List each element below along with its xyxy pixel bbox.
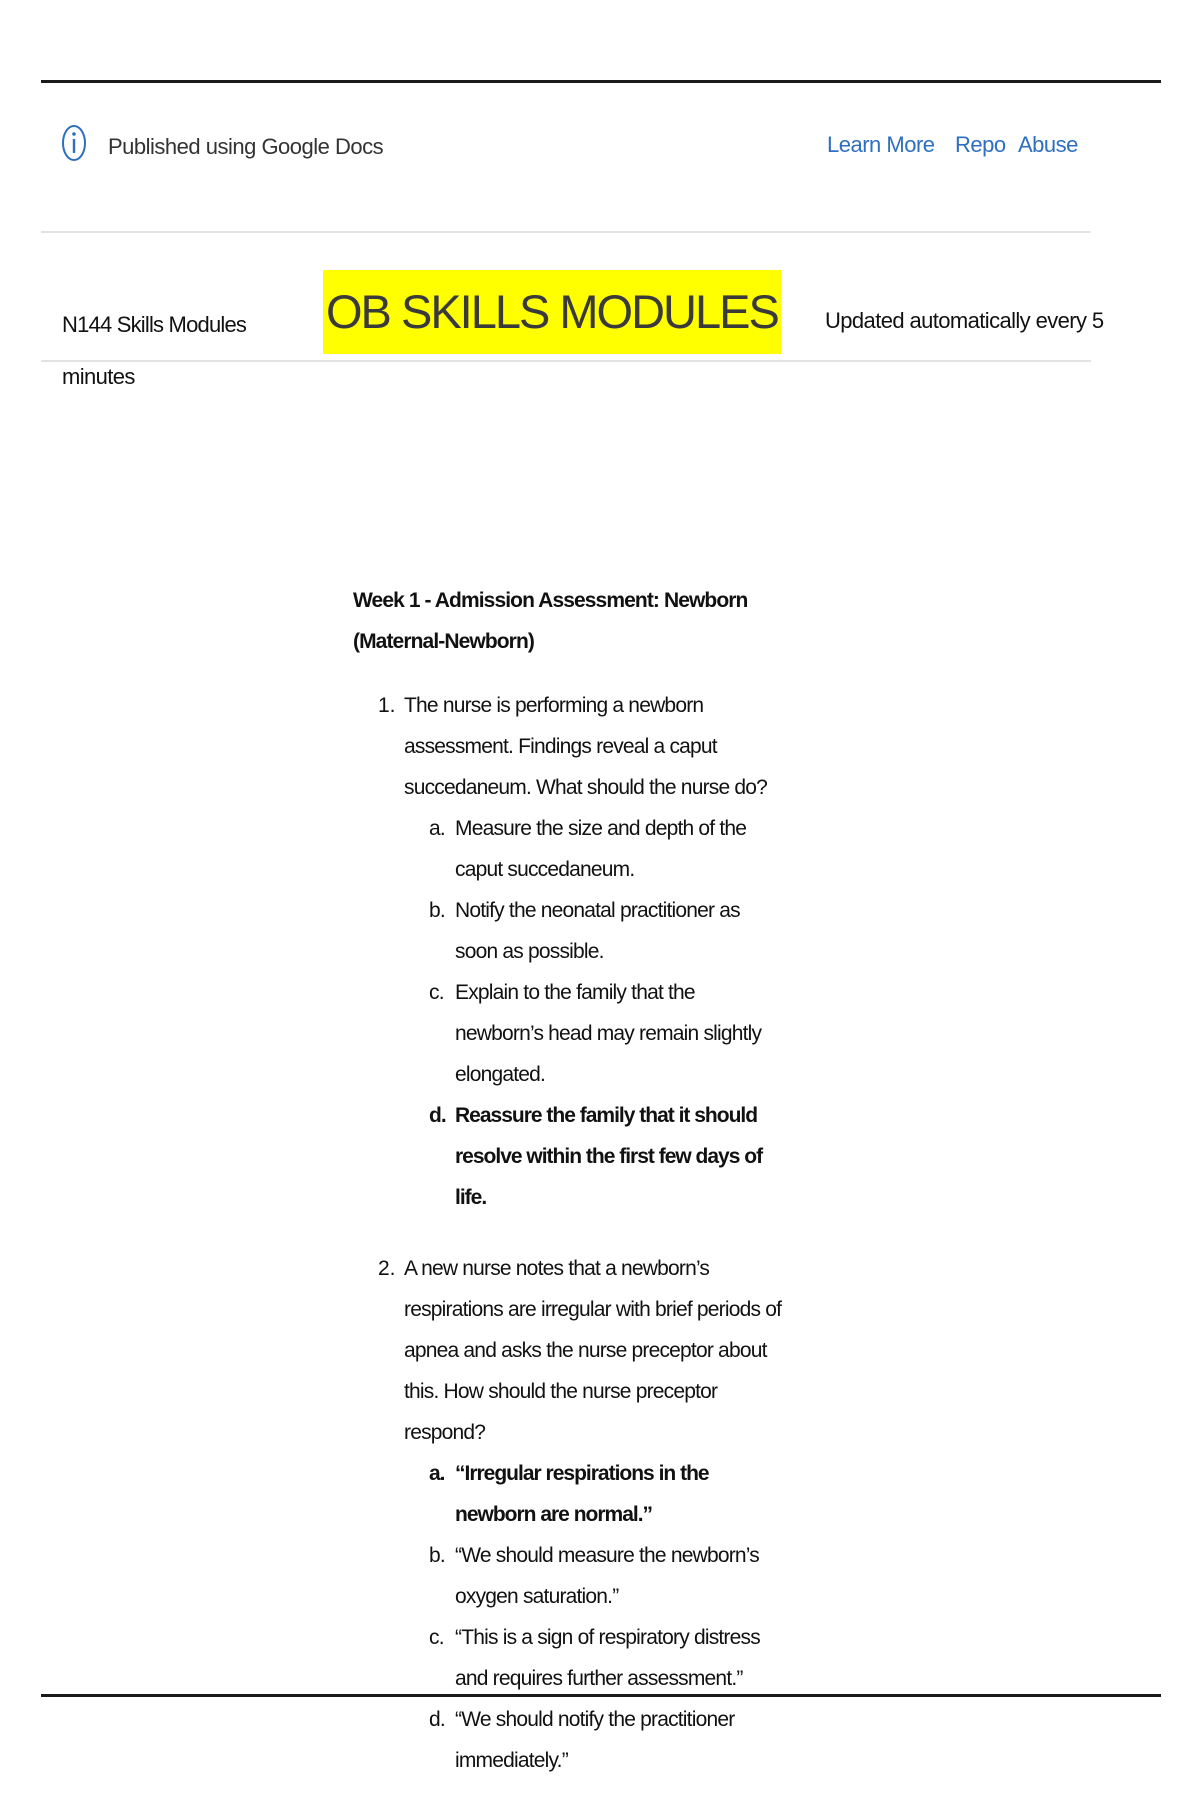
answer-option xyxy=(404,1535,783,1617)
correct-answer-option xyxy=(404,1453,783,1535)
publish-bar xyxy=(41,110,1091,180)
answer-option xyxy=(404,808,783,890)
question-1 xyxy=(353,685,783,1218)
update-notice: Updated automatically every 5 xyxy=(825,308,1104,333)
option-letter: d. xyxy=(429,1708,445,1731)
learn-more-link[interactable]: Learn More xyxy=(827,132,935,157)
option-letter: b. xyxy=(429,899,445,922)
answer-option xyxy=(404,1617,783,1699)
option-letter: b. xyxy=(429,1544,445,1567)
published-using-text: Published using Google Docs xyxy=(108,134,384,159)
option-text: “This is a sign of respiratory distress and requires further assessment.” xyxy=(455,1626,760,1690)
option-text: Notify the neonatal practitioner as soon as possible. xyxy=(455,899,740,963)
option-text: “We should notify the practitioner immediately.” xyxy=(455,1708,735,1772)
report-abuse-link[interactable]: Repo Abuse xyxy=(955,132,1078,157)
question-text: The nurse is performing a newborn assessment. Findings reveal a caput succedaneum. What should the nurse do? xyxy=(404,694,768,799)
option-letter: d. xyxy=(429,1104,446,1127)
question-number: 2. xyxy=(378,1257,396,1280)
option-text: Measure the size and depth of the caput succedaneum. xyxy=(455,817,747,881)
section-heading: Week 1 - Admission Assessment: Newborn (Maternal-Newborn) xyxy=(353,589,748,653)
document-title: OB SKILLS MODULES xyxy=(323,270,781,354)
document-name: N144 Skills Modules xyxy=(62,312,247,337)
answer-option xyxy=(404,1699,783,1781)
top-rule xyxy=(41,80,1161,83)
header-divider xyxy=(41,231,1091,233)
question-number: 1. xyxy=(378,694,396,717)
answer-option xyxy=(404,890,783,972)
option-text: Explain to the family that the newborn’s head may remain slightly elongated. xyxy=(455,981,762,1086)
option-letter: a. xyxy=(429,817,445,840)
option-text: “Irregular respirations in the newborn are normal.” xyxy=(455,1462,709,1526)
bottom-rule xyxy=(41,1694,1161,1697)
title-divider xyxy=(41,360,1091,362)
answer-option xyxy=(404,972,783,1095)
info-icon[interactable] xyxy=(61,124,87,162)
option-letter: c. xyxy=(429,1626,444,1649)
option-text: “We should measure the newborn’s oxygen saturation.” xyxy=(455,1544,759,1608)
question-text: A new nurse notes that a newborn’s respirations are irregular with brief periods of apnea and asks the nurse preceptor about this. How should the nurse preceptor respond? xyxy=(404,1257,782,1444)
update-notice-continued: minutes xyxy=(62,364,135,389)
option-letter: c. xyxy=(429,981,444,1004)
option-text: Reassure the family that it should resolve within the first few days of life. xyxy=(455,1104,763,1209)
question-2 xyxy=(353,1248,783,1781)
option-letter: a. xyxy=(429,1462,445,1485)
correct-answer-option xyxy=(404,1095,783,1218)
document-body xyxy=(353,580,783,1811)
